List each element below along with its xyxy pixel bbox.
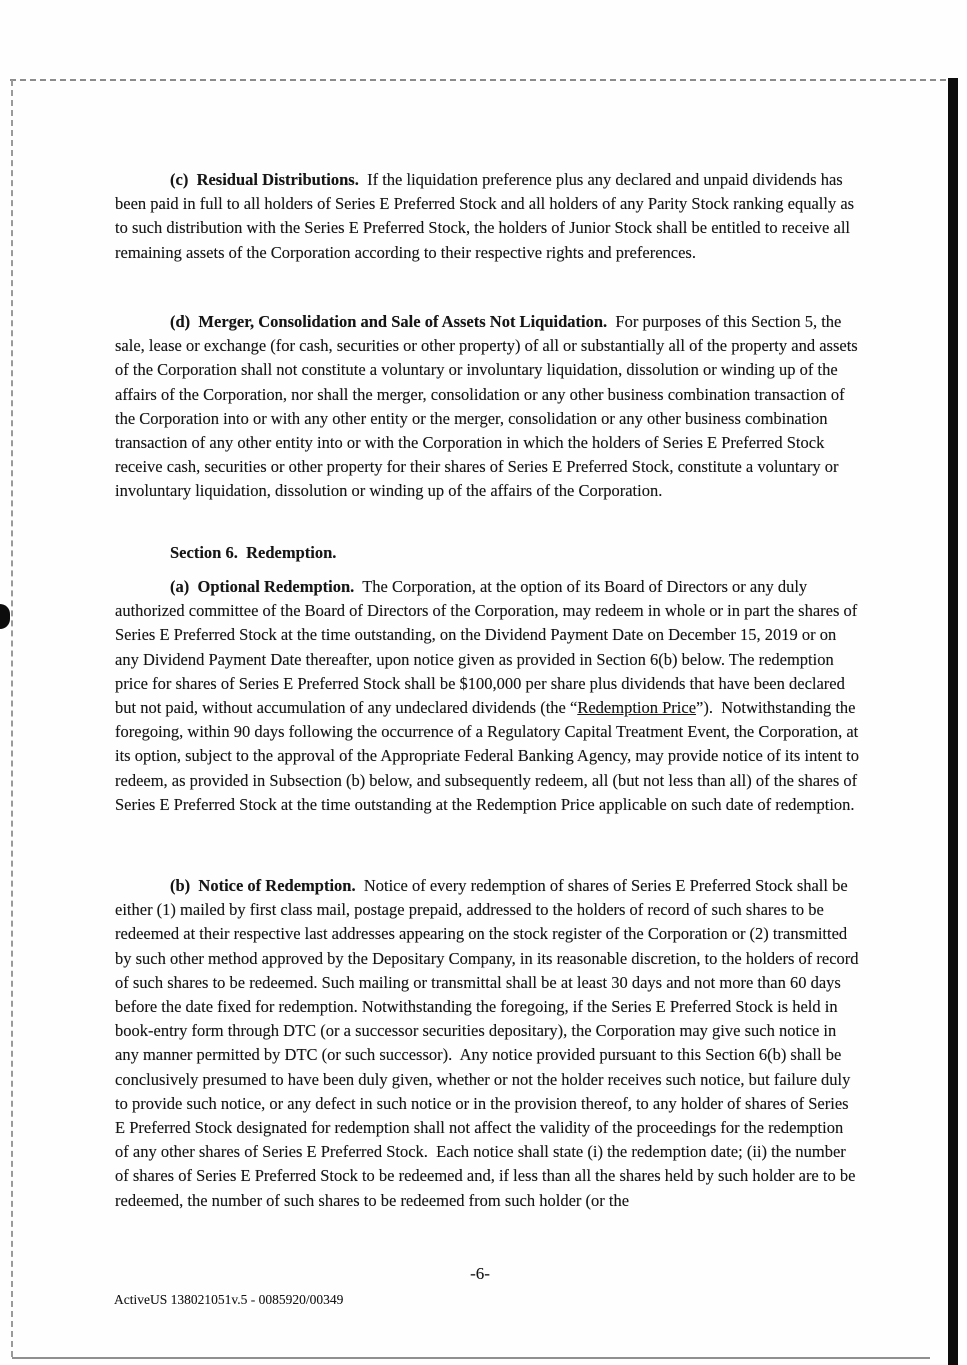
redemption-price-defined-term: Redemption Price: [577, 698, 697, 718]
page-number: -6-: [470, 1264, 490, 1283]
right-binding-bar: [948, 78, 958, 1365]
document-id-footer: ActiveUS 138021051v.5 - 0085920/00349: [114, 1292, 344, 1307]
paragraph-residual-distributions: [115, 168, 859, 265]
paragraph-a-lead: (a) Optional Redemption.: [170, 577, 355, 596]
left-dashed-border: [11, 80, 13, 1357]
paragraph-notice-of-redemption: [115, 874, 863, 1213]
paragraph-a-body-2: ”). Notwithstanding the foregoing, within 90 days following the occurrence of a Regulatory Capital Treatment Event, the Corporation, at its option, subject to the approval of the Appropriate Federal Banking Agency, may provide notice of its intent to redeem, as provided in Subsection (b) below, and subsequently redeem, all (but not less than all) of the shares of Series E Preferred Stock at the time outstanding at the Redemption Price applicable on such date of redemption.: [115, 698, 864, 814]
section-6-heading: Section 6. Redemption.: [170, 543, 337, 562]
paragraph-c-lead: (c) Residual Distributions.: [170, 170, 359, 189]
paragraph-merger-consolidation: [115, 310, 862, 504]
paragraph-c-body: If the liquidation preference plus any declared and unpaid dividends has been paid in full to all holders of Series E Preferred Stock and all holders of any Parity Stock ranking equally as to such distribution with the Series E Preferred Stock, the holders of Junior Stock shall be entitled to receive all remaining assets of the Corporation according to their respective rights and preferences.: [115, 170, 859, 262]
scan-artifact-blob: [0, 604, 10, 629]
page-content: [115, 0, 864, 1365]
paragraph-d-lead: (d) Merger, Consolidation and Sale of Assets Not Liquidation.: [170, 312, 608, 331]
paragraph-b-lead: (b) Notice of Redemption.: [170, 876, 356, 895]
paragraph-d-body: For purposes of this Section 5, the sale, lease or exchange (for cash, securities or other property) of all or substantially all of the property and assets of the Corporation shall not constitute a voluntary or involuntary liquidation, dissolution or winding up of the affairs of the Corporation, nor shall the merger, consolidation or any other business combination transaction of the Corporation into or with any other entity or the merger, consolidation or any other business combination transaction of any other entity into or with the Corporation in which the holders of Series E Preferred Stock receive cash, securities or other property for their shares of Series E Preferred Stock, constitute a voluntary or involuntary liquidation, dissolution or winding up of the affairs of the Corporation.: [115, 312, 862, 501]
paragraph-b-body: Notice of every redemption of shares of Series E Preferred Stock shall be either (1) mailed by first class mail, postage prepaid, addressed to the holders of record of such shares to be redeemed at their respective last addresses appearing on the stock register of the Corporation or (2) transmitted by such other method approved by the Depositary Company, in its reasonable discretion, to the holders of record of such shares to be redeemed. Such mailing or transmittal shall be at least 30 days and not more than 60 days before the date fixed for redemption. Notwithstanding the foregoing, if the Series E Preferred Stock is held in book-entry form through DTC (or a successor securities depositary), the Corporation may give such notice in any manner permitted by DTC (or such successor). Any notice provided pursuant to this Section 6(b) shall be conclusively presumed to have been duly given, whether or not the holder receives such notice, but failure duly to provide such notice, or any defect in such notice or in the provision thereof, to any holder of shares of Series E Preferred Stock designated for redemption shall not affect the validity of the proceedings for the redemption of any other shares of Series E Preferred Stock. Each notice shall state (i) the redemption date; (ii) the number of shares of Series E Preferred Stock to be redeemed and, if less than all the shares held by such holder are to be redeemed, the number of such shares to be redeemed from such holder (or the: [115, 876, 863, 1210]
paragraph-a-body-1: The Corporation, at the option of its Board of Directors or any duly authorized committee of the Board of Directors of the Corporation, may redeem in whole or in part the shares of Series E Preferred Stock at the time outstanding, on the Dividend Payment Date on December 15, 2019 or on any Dividend Payment Date thereafter, upon notice given as provided in Section 6(b) below. The redemption price for shares of Series E Preferred Stock shall be $100,000 per share plus dividends that have been declared but not paid, without accumulation of any undeclared dividends (the “: [115, 577, 862, 718]
paragraph-optional-redemption: [115, 575, 864, 817]
